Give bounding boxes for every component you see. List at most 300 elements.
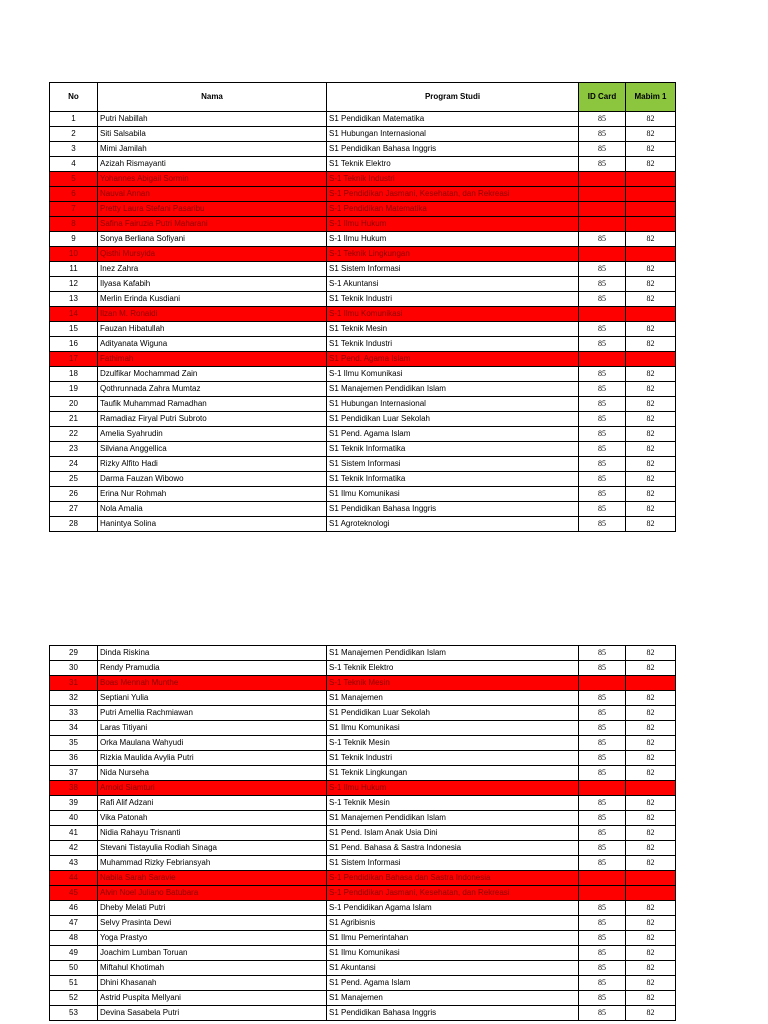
- cell-id-card: [579, 217, 626, 232]
- cell-id-card: 85: [579, 367, 626, 382]
- cell-mabim-1: 82: [626, 427, 676, 442]
- table-row: [50, 991, 676, 1006]
- cell-nama: Dinda Riskina: [98, 646, 327, 661]
- cell-no: 51: [50, 976, 98, 991]
- cell-program-studi: S1 Pend. Bahasa & Sastra Indonesia: [327, 841, 579, 856]
- cell-nama: Fathimah: [98, 352, 327, 367]
- cell-no: 42: [50, 841, 98, 856]
- cell-id-card: 85: [579, 502, 626, 517]
- cell-nama: Rafi Alif Adzani: [98, 796, 327, 811]
- cell-no: 32: [50, 691, 98, 706]
- cell-no: 31: [50, 676, 98, 691]
- cell-mabim-1: 82: [626, 961, 676, 976]
- table-row: [50, 397, 676, 412]
- cell-no: 8: [50, 217, 98, 232]
- table-row: [50, 826, 676, 841]
- cell-id-card: [579, 187, 626, 202]
- header-nama: Nama: [98, 83, 327, 112]
- cell-program-studi: S-1 Teknik Elektro: [327, 661, 579, 676]
- cell-no: 9: [50, 232, 98, 247]
- cell-mabim-1: 82: [626, 487, 676, 502]
- cell-program-studi: S1 Ilmu Komunikasi: [327, 487, 579, 502]
- cell-no: 22: [50, 427, 98, 442]
- cell-mabim-1: [626, 676, 676, 691]
- cell-mabim-1: 82: [626, 736, 676, 751]
- cell-program-studi: S1 Teknik Industri: [327, 337, 579, 352]
- cell-mabim-1: 82: [626, 991, 676, 1006]
- cell-no: 27: [50, 502, 98, 517]
- cell-nama: Fauzan Hibatullah: [98, 322, 327, 337]
- cell-id-card: 85: [579, 142, 626, 157]
- cell-no: 49: [50, 946, 98, 961]
- header-program-studi: Program Studi: [327, 83, 579, 112]
- cell-mabim-1: 82: [626, 766, 676, 781]
- cell-program-studi: S1 Pendidikan Luar Sekolah: [327, 412, 579, 427]
- cell-nama: Darma Fauzan Wibowo: [98, 472, 327, 487]
- cell-mabim-1: [626, 187, 676, 202]
- cell-no: 5: [50, 172, 98, 187]
- cell-nama: Yoga Prastyo: [98, 931, 327, 946]
- cell-id-card: 85: [579, 397, 626, 412]
- cell-id-card: 85: [579, 457, 626, 472]
- table-row: [50, 307, 676, 322]
- cell-mabim-1: 82: [626, 856, 676, 871]
- cell-mabim-1: 82: [626, 661, 676, 676]
- table-row: [50, 721, 676, 736]
- cell-id-card: 85: [579, 751, 626, 766]
- cell-id-card: 85: [579, 292, 626, 307]
- cell-no: 10: [50, 247, 98, 262]
- cell-no: 53: [50, 1006, 98, 1021]
- cell-no: 30: [50, 661, 98, 676]
- cell-mabim-1: 82: [626, 127, 676, 142]
- cell-nama: Yohannes Abigail Sormin: [98, 172, 327, 187]
- cell-nama: Rizkia Maulida Avylia Putri: [98, 751, 327, 766]
- table-row: [50, 766, 676, 781]
- table-row: [50, 676, 676, 691]
- cell-program-studi: S-1 Pendidikan Agama Islam: [327, 901, 579, 916]
- cell-nama: Hanintya Solina: [98, 517, 327, 532]
- cell-nama: Septiani Yulia: [98, 691, 327, 706]
- table-row: [50, 292, 676, 307]
- table-row: [50, 112, 676, 127]
- cell-id-card: 85: [579, 976, 626, 991]
- cell-id-card: 85: [579, 856, 626, 871]
- cell-nama: Pretty Laura Stefani Pasaribu: [98, 202, 327, 217]
- cell-id-card: 85: [579, 991, 626, 1006]
- cell-program-studi: S1 Manajemen Pendidikan Islam: [327, 646, 579, 661]
- cell-id-card: 85: [579, 961, 626, 976]
- cell-mabim-1: 82: [626, 976, 676, 991]
- table-row: [50, 901, 676, 916]
- cell-program-studi: S1 Pendidikan Bahasa Inggris: [327, 1006, 579, 1021]
- cell-program-studi: S1 Pendidikan Luar Sekolah: [327, 706, 579, 721]
- table-row: [50, 472, 676, 487]
- table-row: [50, 457, 676, 472]
- table-row: [50, 262, 676, 277]
- cell-mabim-1: [626, 886, 676, 901]
- table-row: [50, 157, 676, 172]
- table-row: [50, 796, 676, 811]
- cell-nama: Nida Nurseha: [98, 766, 327, 781]
- cell-no: 18: [50, 367, 98, 382]
- cell-program-studi: S-1 Ilmu Komunikasi: [327, 367, 579, 382]
- cell-nama: Taufik Muhammad Ramadhan: [98, 397, 327, 412]
- table-row: [50, 841, 676, 856]
- cell-id-card: 85: [579, 487, 626, 502]
- table-row: [50, 187, 676, 202]
- cell-no: 33: [50, 706, 98, 721]
- cell-no: 24: [50, 457, 98, 472]
- cell-program-studi: S1 Sistem Informasi: [327, 856, 579, 871]
- cell-no: 20: [50, 397, 98, 412]
- cell-program-studi: S1 Pendidikan Bahasa Inggris: [327, 502, 579, 517]
- cell-id-card: 85: [579, 721, 626, 736]
- cell-program-studi: S1 Sistem Informasi: [327, 457, 579, 472]
- cell-program-studi: S-1 Ilmu Hukum: [327, 781, 579, 796]
- cell-mabim-1: 82: [626, 841, 676, 856]
- cell-program-studi: S-1 Ilmu Komunikasi: [327, 307, 579, 322]
- table-row: [50, 502, 676, 517]
- cell-program-studi: S1 Manajemen: [327, 691, 579, 706]
- cell-mabim-1: 82: [626, 1006, 676, 1021]
- cell-no: 35: [50, 736, 98, 751]
- table-row: [50, 886, 676, 901]
- cell-mabim-1: 82: [626, 442, 676, 457]
- cell-no: 26: [50, 487, 98, 502]
- cell-nama: Muhammad Rizky Febriansyah: [98, 856, 327, 871]
- cell-nama: Rizky Alfito Hadi: [98, 457, 327, 472]
- cell-program-studi: S1 Teknik Lingkungan: [327, 766, 579, 781]
- cell-nama: Joachim Lumban Toruan: [98, 946, 327, 961]
- cell-no: 39: [50, 796, 98, 811]
- cell-id-card: [579, 247, 626, 262]
- cell-no: 19: [50, 382, 98, 397]
- cell-mabim-1: 82: [626, 397, 676, 412]
- cell-program-studi: S1 Teknik Elektro: [327, 157, 579, 172]
- cell-nama: Siti Salsabila: [98, 127, 327, 142]
- cell-no: 12: [50, 277, 98, 292]
- cell-no: 25: [50, 472, 98, 487]
- cell-nama: Ramadiaz Firyal Putri Subroto: [98, 412, 327, 427]
- cell-mabim-1: 82: [626, 232, 676, 247]
- cell-no: 47: [50, 916, 98, 931]
- cell-id-card: 85: [579, 127, 626, 142]
- table-row: [50, 382, 676, 397]
- cell-mabim-1: 82: [626, 916, 676, 931]
- table-row: [50, 442, 676, 457]
- cell-no: 13: [50, 292, 98, 307]
- cell-no: 41: [50, 826, 98, 841]
- cell-no: 2: [50, 127, 98, 142]
- cell-id-card: 85: [579, 427, 626, 442]
- cell-id-card: 85: [579, 157, 626, 172]
- table-row: [50, 931, 676, 946]
- cell-nama: Orka Maulana Wahyudi: [98, 736, 327, 751]
- cell-mabim-1: 82: [626, 112, 676, 127]
- cell-id-card: 85: [579, 706, 626, 721]
- table-row: [50, 337, 676, 352]
- cell-nama: Selvy Prasinta Dewi: [98, 916, 327, 931]
- table-row: [50, 217, 676, 232]
- cell-mabim-1: 82: [626, 646, 676, 661]
- cell-id-card: 85: [579, 472, 626, 487]
- cell-id-card: 85: [579, 262, 626, 277]
- cell-program-studi: S1 Ilmu Komunikasi: [327, 946, 579, 961]
- cell-no: 44: [50, 871, 98, 886]
- cell-program-studi: S-1 Teknik Mesin: [327, 796, 579, 811]
- cell-id-card: 85: [579, 736, 626, 751]
- cell-mabim-1: 82: [626, 337, 676, 352]
- cell-program-studi: S1 Hubungan Internasional: [327, 127, 579, 142]
- cell-mabim-1: 82: [626, 931, 676, 946]
- cell-id-card: 85: [579, 337, 626, 352]
- cell-no: 3: [50, 142, 98, 157]
- cell-id-card: 85: [579, 322, 626, 337]
- header-mabim-1: Mabim 1: [626, 83, 676, 112]
- table-row: [50, 247, 676, 262]
- cell-program-studi: S1 Pend. Agama Islam: [327, 352, 579, 367]
- cell-no: 36: [50, 751, 98, 766]
- cell-nama: Erina Nur Rohmah: [98, 487, 327, 502]
- cell-mabim-1: 82: [626, 706, 676, 721]
- cell-program-studi: S1 Pendidikan Matematika: [327, 112, 579, 127]
- cell-program-studi: S1 Teknik Industri: [327, 751, 579, 766]
- cell-mabim-1: 82: [626, 721, 676, 736]
- table-row: [50, 916, 676, 931]
- cell-program-studi: S1 Teknik Mesin: [327, 322, 579, 337]
- cell-program-studi: S1 Pend. Islam Anak Usia Dini: [327, 826, 579, 841]
- cell-program-studi: S-1 Ilmu Hukum: [327, 232, 579, 247]
- table-row: [50, 277, 676, 292]
- cell-no: 15: [50, 322, 98, 337]
- cell-no: 34: [50, 721, 98, 736]
- cell-id-card: 85: [579, 691, 626, 706]
- header-id-card: ID Card: [579, 83, 626, 112]
- cell-nama: Astrid Puspita Mellyani: [98, 991, 327, 1006]
- cell-program-studi: S-1 Teknik Mesin: [327, 676, 579, 691]
- cell-program-studi: S-1 Teknik Lingkungan: [327, 247, 579, 262]
- cell-id-card: 85: [579, 796, 626, 811]
- cell-no: 7: [50, 202, 98, 217]
- cell-no: 6: [50, 187, 98, 202]
- cell-nama: Rendy Pramudia: [98, 661, 327, 676]
- cell-no: 37: [50, 766, 98, 781]
- cell-program-studi: S1 Pend. Agama Islam: [327, 427, 579, 442]
- cell-program-studi: S1 Pendidikan Bahasa Inggris: [327, 142, 579, 157]
- table-row: [50, 367, 676, 382]
- cell-mabim-1: 82: [626, 292, 676, 307]
- cell-nama: Putri Nabillah: [98, 112, 327, 127]
- table-row: [50, 646, 676, 661]
- cell-no: 14: [50, 307, 98, 322]
- cell-program-studi: S-1 Pendidikan Matematika: [327, 202, 579, 217]
- table-row: [50, 127, 676, 142]
- cell-no: 52: [50, 991, 98, 1006]
- cell-nama: Silviana Anggellica: [98, 442, 327, 457]
- table-row: [50, 172, 676, 187]
- cell-id-card: 85: [579, 1006, 626, 1021]
- table-row: [50, 691, 676, 706]
- cell-mabim-1: 82: [626, 262, 676, 277]
- cell-program-studi: S1 Manajemen: [327, 991, 579, 1006]
- cell-no: 40: [50, 811, 98, 826]
- cell-nama: Amelia Syahrudin: [98, 427, 327, 442]
- table-row: [50, 202, 676, 217]
- cell-program-studi: S1 Akuntansi: [327, 961, 579, 976]
- cell-mabim-1: 82: [626, 502, 676, 517]
- cell-nama: Ilyasa Kafabih: [98, 277, 327, 292]
- cell-nama: Merlin Erinda Kusdiani: [98, 292, 327, 307]
- table-row: [50, 487, 676, 502]
- table-row: [50, 811, 676, 826]
- cell-mabim-1: 82: [626, 367, 676, 382]
- cell-program-studi: S-1 Ilmu Hukum: [327, 217, 579, 232]
- cell-nama: Safina Fairuzia Putri Maharani: [98, 217, 327, 232]
- cell-no: 28: [50, 517, 98, 532]
- cell-id-card: 85: [579, 382, 626, 397]
- header-row: [50, 83, 676, 112]
- table-row: [50, 976, 676, 991]
- table-row: [50, 517, 676, 532]
- student-table-1: [49, 82, 676, 532]
- table-row: [50, 706, 676, 721]
- table-row: [50, 856, 676, 871]
- cell-no: 1: [50, 112, 98, 127]
- cell-mabim-1: 82: [626, 157, 676, 172]
- cell-id-card: [579, 886, 626, 901]
- cell-id-card: [579, 307, 626, 322]
- cell-id-card: 85: [579, 901, 626, 916]
- cell-id-card: [579, 676, 626, 691]
- cell-no: 11: [50, 262, 98, 277]
- cell-mabim-1: 82: [626, 382, 676, 397]
- cell-program-studi: S1 Sistem Informasi: [327, 262, 579, 277]
- cell-program-studi: S1 Teknik Industri: [327, 292, 579, 307]
- cell-id-card: [579, 871, 626, 886]
- cell-mabim-1: 82: [626, 751, 676, 766]
- cell-nama: Inez Zahra: [98, 262, 327, 277]
- cell-no: 16: [50, 337, 98, 352]
- cell-nama: Nidia Rahayu Trisnanti: [98, 826, 327, 841]
- cell-nama: Laras Titiyani: [98, 721, 327, 736]
- cell-nama: Arnold Siamturi: [98, 781, 327, 796]
- cell-id-card: 85: [579, 442, 626, 457]
- table-row: [50, 352, 676, 367]
- cell-mabim-1: 82: [626, 796, 676, 811]
- cell-program-studi: S-1 Teknik Industri: [327, 172, 579, 187]
- cell-id-card: 85: [579, 112, 626, 127]
- cell-id-card: 85: [579, 826, 626, 841]
- cell-no: 48: [50, 931, 98, 946]
- cell-mabim-1: 82: [626, 472, 676, 487]
- cell-nama: Nola Amalia: [98, 502, 327, 517]
- cell-id-card: 85: [579, 661, 626, 676]
- cell-mabim-1: [626, 781, 676, 796]
- cell-mabim-1: 82: [626, 826, 676, 841]
- cell-program-studi: S1 Agribisnis: [327, 916, 579, 931]
- cell-nama: Azizah Rismayanti: [98, 157, 327, 172]
- cell-nama: Mimi Jamilah: [98, 142, 327, 157]
- cell-nama: Dhini Khasanah: [98, 976, 327, 991]
- cell-mabim-1: 82: [626, 811, 676, 826]
- cell-nama: Boas Mennah Munthe: [98, 676, 327, 691]
- cell-id-card: 85: [579, 931, 626, 946]
- cell-nama: Stevani Tistayulia Rodiah Sinaga: [98, 841, 327, 856]
- cell-mabim-1: [626, 172, 676, 187]
- cell-mabim-1: 82: [626, 517, 676, 532]
- cell-nama: Dzulfikar Mochammad Zain: [98, 367, 327, 382]
- cell-nama: Qothrunnada Zahra Mumtaz: [98, 382, 327, 397]
- cell-program-studi: S-1 Teknik Mesin: [327, 736, 579, 751]
- cell-mabim-1: 82: [626, 946, 676, 961]
- header-no: No: [50, 83, 98, 112]
- cell-mabim-1: [626, 247, 676, 262]
- cell-mabim-1: 82: [626, 457, 676, 472]
- table-row: [50, 661, 676, 676]
- cell-program-studi: S-1 Pendidikan Jasmani, Kesehatan, dan Rekreasi: [327, 886, 579, 901]
- cell-nama: Dheby Melati Putri: [98, 901, 327, 916]
- table-row: [50, 961, 676, 976]
- cell-id-card: [579, 172, 626, 187]
- cell-mabim-1: [626, 202, 676, 217]
- cell-program-studi: S1 Teknik Informatika: [327, 472, 579, 487]
- cell-mabim-1: 82: [626, 322, 676, 337]
- table-row: [50, 751, 676, 766]
- cell-program-studi: S1 Teknik Informatika: [327, 442, 579, 457]
- cell-id-card: 85: [579, 232, 626, 247]
- cell-no: 21: [50, 412, 98, 427]
- cell-mabim-1: [626, 217, 676, 232]
- cell-mabim-1: [626, 352, 676, 367]
- cell-no: 17: [50, 352, 98, 367]
- table-row: [50, 412, 676, 427]
- table-row: [50, 142, 676, 157]
- cell-no: 43: [50, 856, 98, 871]
- cell-id-card: 85: [579, 766, 626, 781]
- cell-id-card: 85: [579, 517, 626, 532]
- cell-nama: Ilzan M. Ronaldi: [98, 307, 327, 322]
- cell-id-card: 85: [579, 277, 626, 292]
- cell-no: 50: [50, 961, 98, 976]
- cell-id-card: 85: [579, 946, 626, 961]
- cell-nama: Miftahul Khotimah: [98, 961, 327, 976]
- cell-nama: Nabila Sarah Saravie: [98, 871, 327, 886]
- student-table-2: [49, 645, 676, 1021]
- table-row: [50, 232, 676, 247]
- table-row: [50, 322, 676, 337]
- cell-nama: Alvin Noel Juliano Batubara: [98, 886, 327, 901]
- cell-mabim-1: 82: [626, 277, 676, 292]
- cell-id-card: [579, 781, 626, 796]
- cell-mabim-1: [626, 307, 676, 322]
- cell-program-studi: S1 Pend. Agama Islam: [327, 976, 579, 991]
- cell-id-card: 85: [579, 811, 626, 826]
- cell-nama: Putri Amellia Rachmiawan: [98, 706, 327, 721]
- cell-id-card: 85: [579, 412, 626, 427]
- cell-nama: Adityanata Wiguna: [98, 337, 327, 352]
- cell-program-studi: S-1 Pendidikan Jasmani, Kesehatan, dan Rekreasi: [327, 187, 579, 202]
- cell-no: 23: [50, 442, 98, 457]
- cell-mabim-1: 82: [626, 691, 676, 706]
- table-row: [50, 736, 676, 751]
- cell-id-card: 85: [579, 841, 626, 856]
- cell-mabim-1: 82: [626, 142, 676, 157]
- cell-id-card: [579, 202, 626, 217]
- cell-program-studi: S1 Ilmu Pemerintahan: [327, 931, 579, 946]
- cell-program-studi: S1 Agroteknologi: [327, 517, 579, 532]
- cell-program-studi: S1 Ilmu Komunikasi: [327, 721, 579, 736]
